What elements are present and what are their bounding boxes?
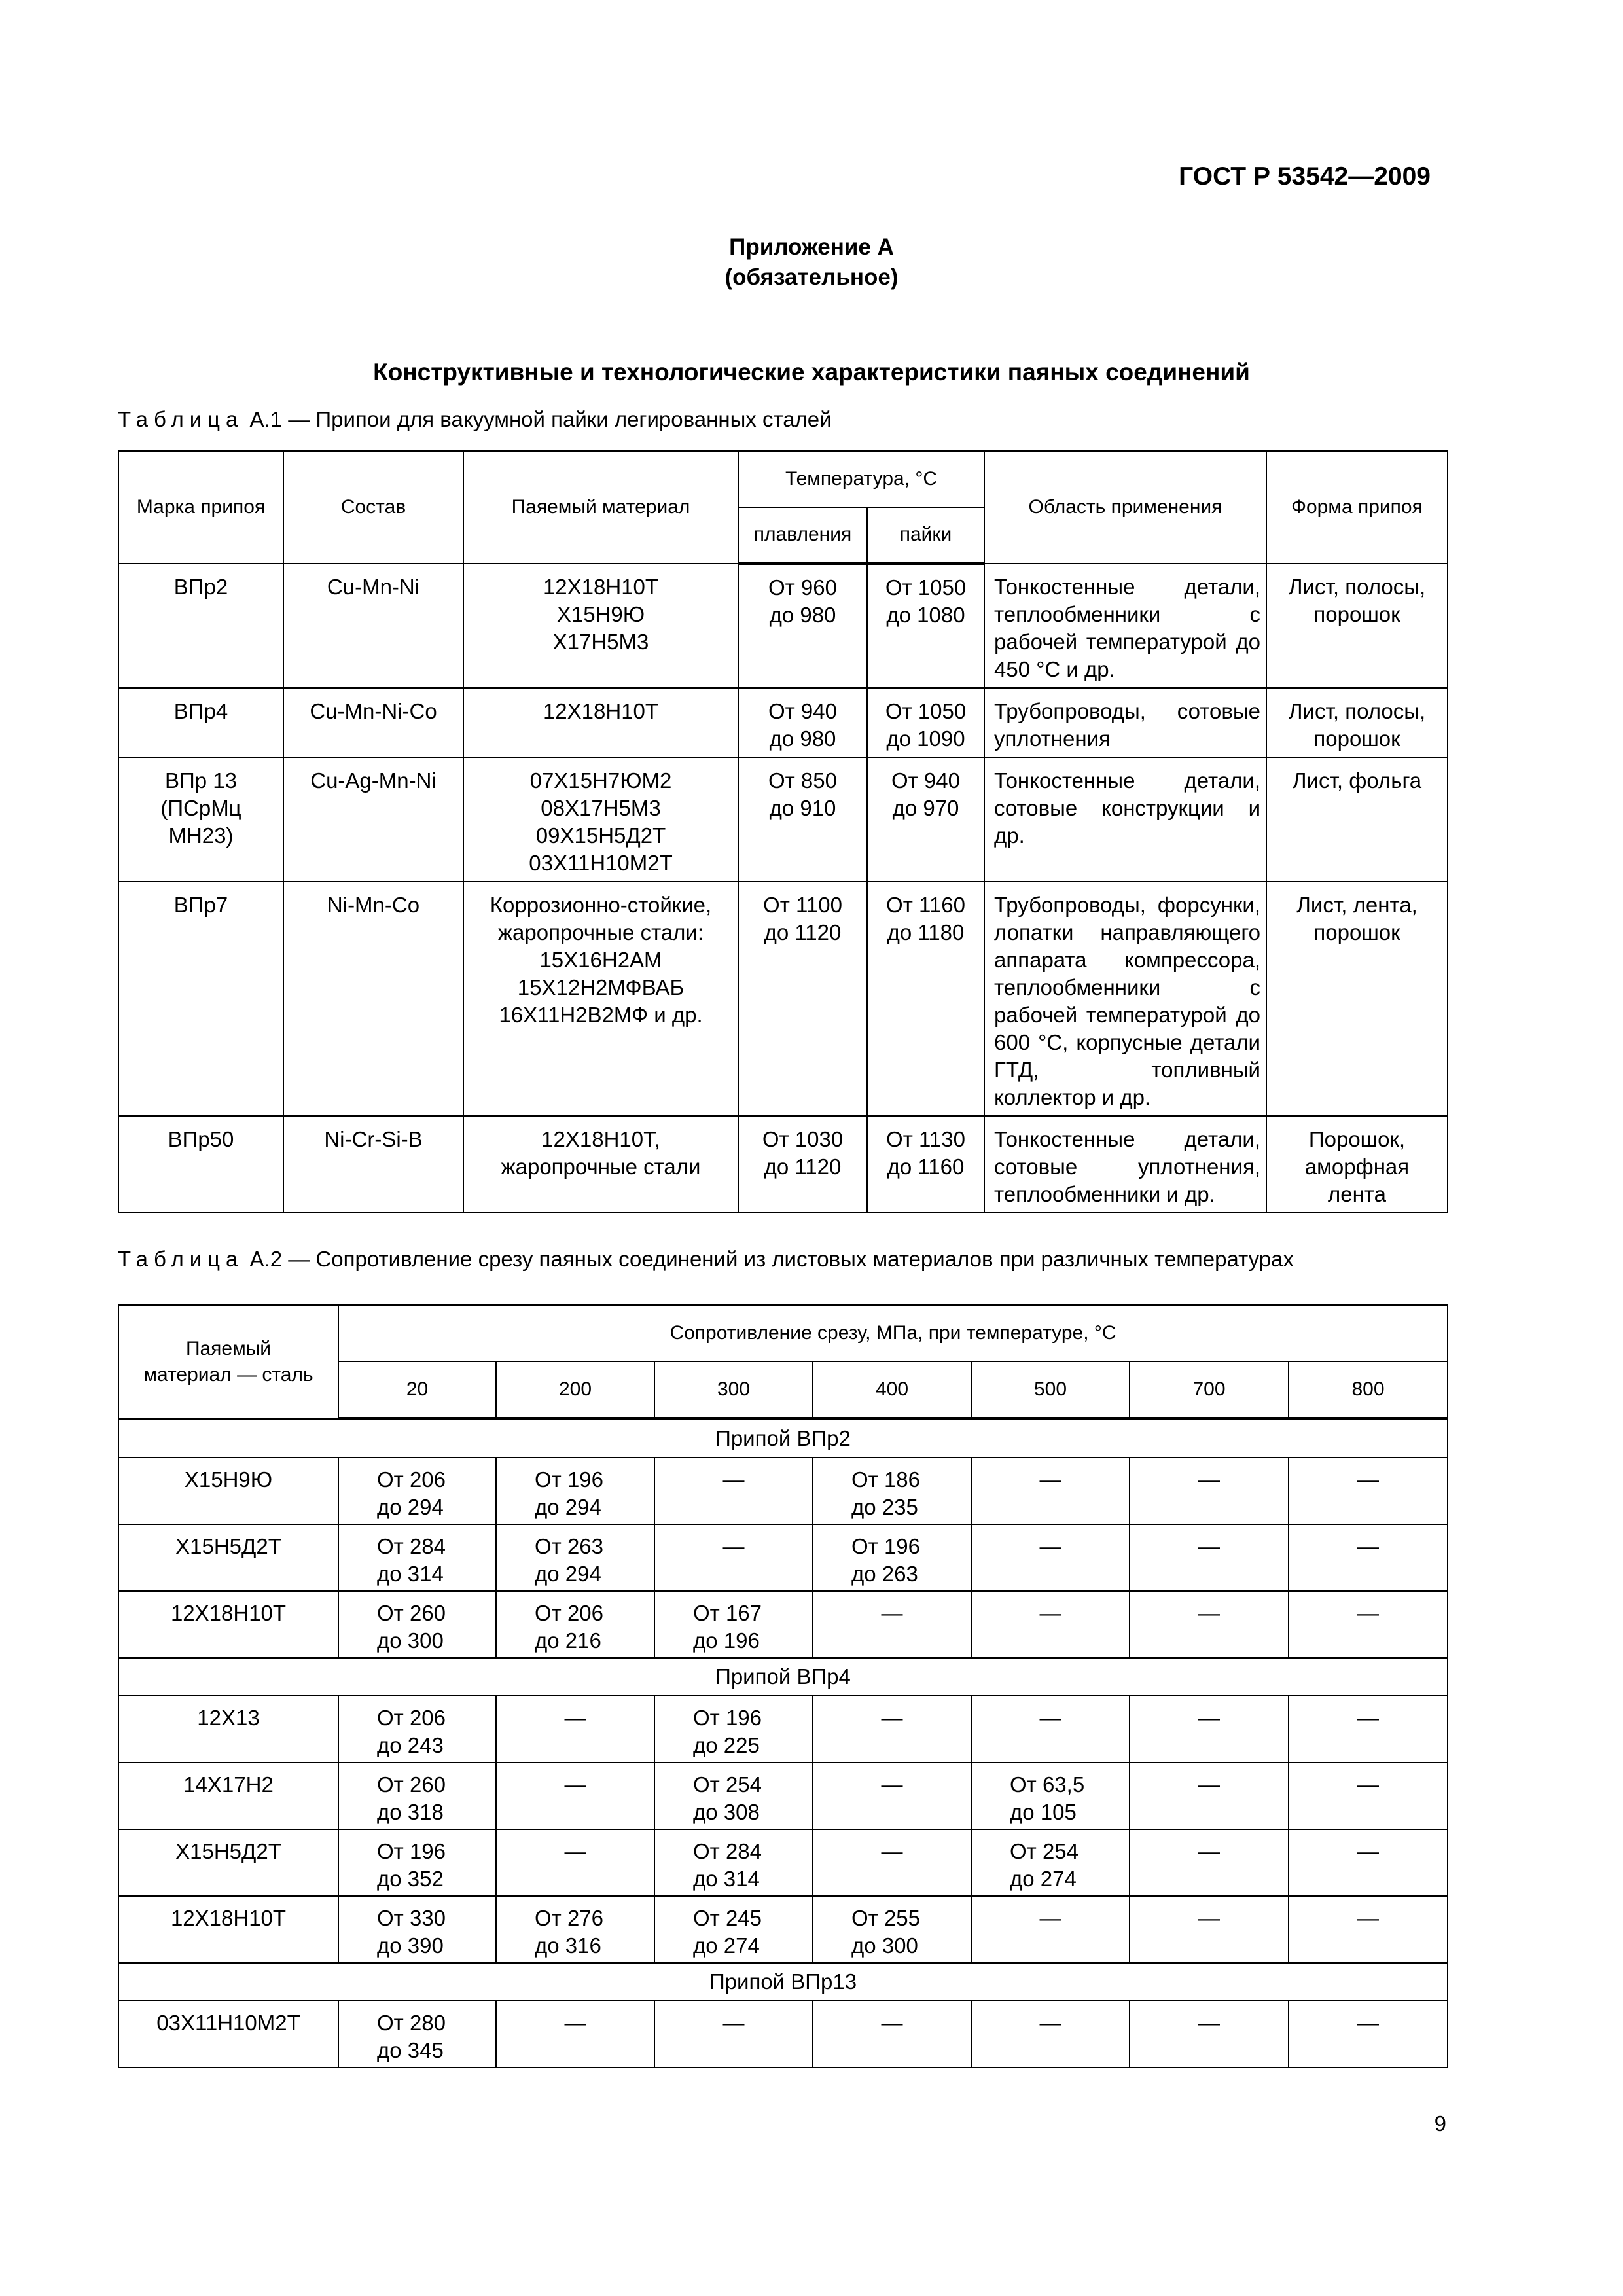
table-a2	[118, 1304, 1448, 2068]
cell-value: —	[971, 1696, 1130, 1763]
cell-value: —	[1289, 1458, 1448, 1524]
appendix-status: (обязательное)	[724, 264, 899, 290]
cell-value: —	[971, 2001, 1130, 2068]
cell-value: От 280 до 345	[338, 2001, 496, 2068]
cell-brazing: От 1050 до 1090	[867, 688, 984, 757]
cell-application: Тонкостенные детали, теплообменники с рабочей температурой до 450 °С и др.	[984, 564, 1266, 688]
cell-material: Х15Н5Д2Т	[118, 1829, 338, 1896]
cell-value: —	[1289, 2001, 1448, 2068]
cell-value: —	[496, 1829, 654, 1896]
col-header-brazing: пайки	[867, 507, 984, 564]
table-row	[118, 1591, 1448, 1658]
cell-melting: От 960 до 980	[738, 564, 867, 688]
table-a1-caption	[118, 407, 832, 432]
group-label: Припой ВПр4	[118, 1658, 1448, 1696]
cell-value: —	[813, 1591, 971, 1658]
table-row	[118, 1763, 1448, 1829]
cell-value: От 196 до 225	[654, 1696, 813, 1763]
cell-grade: ВПр4	[118, 688, 283, 757]
table-row	[118, 564, 1448, 688]
cell-application: Тонкостенные детали, сотовые конструкции и др.	[984, 757, 1266, 882]
cell-value: От 206 до 243	[338, 1696, 496, 1763]
cell-brazing: От 1050 до 1080	[867, 564, 984, 688]
group-row	[118, 1963, 1448, 2001]
cell-value: —	[813, 1763, 971, 1829]
col-header-temp: 500	[971, 1361, 1130, 1419]
cell-value: —	[813, 2001, 971, 2068]
cell-value: —	[1130, 1591, 1289, 1658]
col-header-composition: Состав	[283, 451, 463, 564]
cell-value: От 196 до 263	[813, 1524, 971, 1591]
cell-value: —	[654, 1458, 813, 1524]
col-header-temp: 700	[1130, 1361, 1289, 1419]
col-header-temp: 800	[1289, 1361, 1448, 1419]
cell-value: От 167 до 196	[654, 1591, 813, 1658]
cell-value: От 254 до 274	[971, 1829, 1130, 1896]
cell-grade: ВПр2	[118, 564, 283, 688]
caption-text: А.1 — Припои для вакуумной пайки легированных сталей	[243, 407, 832, 431]
col-header-material: Паяемый материал — сталь	[118, 1305, 338, 1419]
cell-value: От 284 до 314	[338, 1524, 496, 1591]
cell-material: 12Х18Н10Т	[118, 1591, 338, 1658]
cell-value: —	[1289, 1524, 1448, 1591]
cell-value: —	[654, 2001, 813, 2068]
cell-grade: ВПр50	[118, 1116, 283, 1213]
cell-form: Лист, полосы, порошок	[1266, 688, 1448, 757]
col-header-temp: 20	[338, 1361, 496, 1419]
cell-value: —	[496, 2001, 654, 2068]
group-row	[118, 1658, 1448, 1696]
cell-value: —	[1289, 1763, 1448, 1829]
cell-value: —	[813, 1829, 971, 1896]
cell-melting: От 1100 до 1120	[738, 882, 867, 1116]
col-header-shear-resistance: Сопротивление срезу, МПа, при температуре, °С	[338, 1305, 1448, 1361]
col-header-temp: 400	[813, 1361, 971, 1419]
section-title: Конструктивные и технологические характеристики паяных соединений	[373, 359, 1250, 386]
cell-value: —	[971, 1591, 1130, 1658]
cell-value: —	[1289, 1696, 1448, 1763]
col-header-application: Область применения	[984, 451, 1266, 564]
cell-application: Трубопроводы, сотовые уплотнения	[984, 688, 1266, 757]
cell-value: От 330 до 390	[338, 1896, 496, 1963]
cell-value: От 254 до 308	[654, 1763, 813, 1829]
group-row	[118, 1419, 1448, 1458]
cell-value: —	[1130, 1896, 1289, 1963]
cell-value: От 260 до 300	[338, 1591, 496, 1658]
cell-value: —	[1289, 1896, 1448, 1963]
cell-value: От 206 до 216	[496, 1591, 654, 1658]
cell-material: 14Х17Н2	[118, 1763, 338, 1829]
table-row	[118, 688, 1448, 757]
cell-value: —	[1130, 1696, 1289, 1763]
cell-value: —	[971, 1524, 1130, 1591]
cell-material: 12Х18Н10Т	[463, 688, 738, 757]
cell-value: —	[1289, 1591, 1448, 1658]
col-header-material: Паяемый материал	[463, 451, 738, 564]
cell-form: Лист, лента, порошок	[1266, 882, 1448, 1116]
cell-grade: ВПр 13 (ПСрМц МН23)	[118, 757, 283, 882]
cell-value: От 284 до 314	[654, 1829, 813, 1896]
cell-value: От 255 до 300	[813, 1896, 971, 1963]
cell-value: От 196 до 352	[338, 1829, 496, 1896]
cell-value: От 63,5 до 105	[971, 1763, 1130, 1829]
table-row	[118, 1116, 1448, 1213]
cell-value: —	[1130, 1829, 1289, 1896]
cell-value: —	[654, 1524, 813, 1591]
cell-grade: ВПр7	[118, 882, 283, 1116]
page-number: 9	[1434, 2111, 1446, 2136]
cell-value: —	[1130, 2001, 1289, 2068]
table-row	[118, 1829, 1448, 1896]
cell-value: —	[496, 1763, 654, 1829]
table-a1	[118, 450, 1448, 1213]
col-header-melting: плавления	[738, 507, 867, 564]
cell-brazing: От 940 до 970	[867, 757, 984, 882]
table-row	[118, 1696, 1448, 1763]
cell-value: От 186 до 235	[813, 1458, 971, 1524]
group-label: Припой ВПр13	[118, 1963, 1448, 2001]
cell-value: —	[1130, 1524, 1289, 1591]
cell-melting: От 940 до 980	[738, 688, 867, 757]
cell-form: Лист, полосы, порошок	[1266, 564, 1448, 688]
cell-form: Лист, фольга	[1266, 757, 1448, 882]
table-row	[118, 2001, 1448, 2068]
cell-value: —	[496, 1696, 654, 1763]
cell-material: 07Х15Н7ЮМ2 08Х17Н5М3 09Х15Н5Д2Т 03Х11Н10М2Т	[463, 757, 738, 882]
cell-application: Тонкостенные детали, сотовые уплотнения, теплообменники и др.	[984, 1116, 1266, 1213]
col-header-temperature: Температура, °С	[738, 451, 984, 507]
cell-value: —	[813, 1696, 971, 1763]
caption-prefix: Таблица	[118, 407, 244, 431]
cell-composition: Cu-Mn-Ni	[283, 564, 463, 688]
cell-brazing: От 1160 до 1180	[867, 882, 984, 1116]
cell-value: —	[971, 1896, 1130, 1963]
cell-melting: От 1030 до 1120	[738, 1116, 867, 1213]
cell-value: От 260 до 318	[338, 1763, 496, 1829]
cell-composition: Ni-Cr-Si-B	[283, 1116, 463, 1213]
cell-application: Трубопроводы, форсунки, лопатки направляющего аппарата компрессора, теплообменники с рабочей температурой до 600 °С, корпусные детали ГТД, топливный коллектор и др.	[984, 882, 1266, 1116]
cell-value: —	[1130, 1458, 1289, 1524]
cell-composition: Ni-Mn-Co	[283, 882, 463, 1116]
cell-composition: Cu-Mn-Ni-Co	[283, 688, 463, 757]
document-code: ГОСТ Р 53542—2009	[1179, 162, 1431, 190]
table-row	[118, 1524, 1448, 1591]
cell-value: —	[971, 1458, 1130, 1524]
cell-material: Коррозионно-стойкие, жаропрочные стали: 15Х16Н2АМ 15Х12Н2МФВАБ 16Х11Н2В2МФ и др.	[463, 882, 738, 1116]
cell-value: От 263 до 294	[496, 1524, 654, 1591]
group-label: Припой ВПр2	[118, 1419, 1448, 1458]
cell-material: 12Х18Н10Т, жаропрочные стали	[463, 1116, 738, 1213]
cell-material: 12Х13	[118, 1696, 338, 1763]
table-row	[118, 882, 1448, 1116]
cell-composition: Cu-Ag-Mn-Ni	[283, 757, 463, 882]
cell-value: —	[1130, 1763, 1289, 1829]
col-header-grade: Марка припоя	[118, 451, 283, 564]
col-header-form: Форма припоя	[1266, 451, 1448, 564]
caption-text: А.2 — Сопротивление срезу паяных соединений из листовых материалов при различных температурах	[243, 1247, 1294, 1271]
table-row	[118, 757, 1448, 882]
cell-value: От 206 до 294	[338, 1458, 496, 1524]
cell-value: —	[1289, 1829, 1448, 1896]
table-row	[118, 1458, 1448, 1524]
caption-prefix: Таблица	[118, 1247, 244, 1271]
col-header-temp: 200	[496, 1361, 654, 1419]
cell-value: От 276 до 316	[496, 1896, 654, 1963]
cell-value: От 196 до 294	[496, 1458, 654, 1524]
table-a2-caption	[118, 1247, 1294, 1272]
cell-material: 12Х18Н10Т Х15Н9Ю Х17Н5М3	[463, 564, 738, 688]
col-header-temp: 300	[654, 1361, 813, 1419]
cell-form: Порошок, аморфная лента	[1266, 1116, 1448, 1213]
appendix-label: Приложение А	[729, 234, 894, 260]
cell-material: 03Х11Н10М2Т	[118, 2001, 338, 2068]
cell-brazing: От 1130 до 1160	[867, 1116, 984, 1213]
cell-material: Х15Н5Д2Т	[118, 1524, 338, 1591]
cell-value: От 245 до 274	[654, 1896, 813, 1963]
table-row	[118, 1896, 1448, 1963]
cell-material: 12Х18Н10Т	[118, 1896, 338, 1963]
cell-material: Х15Н9Ю	[118, 1458, 338, 1524]
cell-melting: От 850 до 910	[738, 757, 867, 882]
